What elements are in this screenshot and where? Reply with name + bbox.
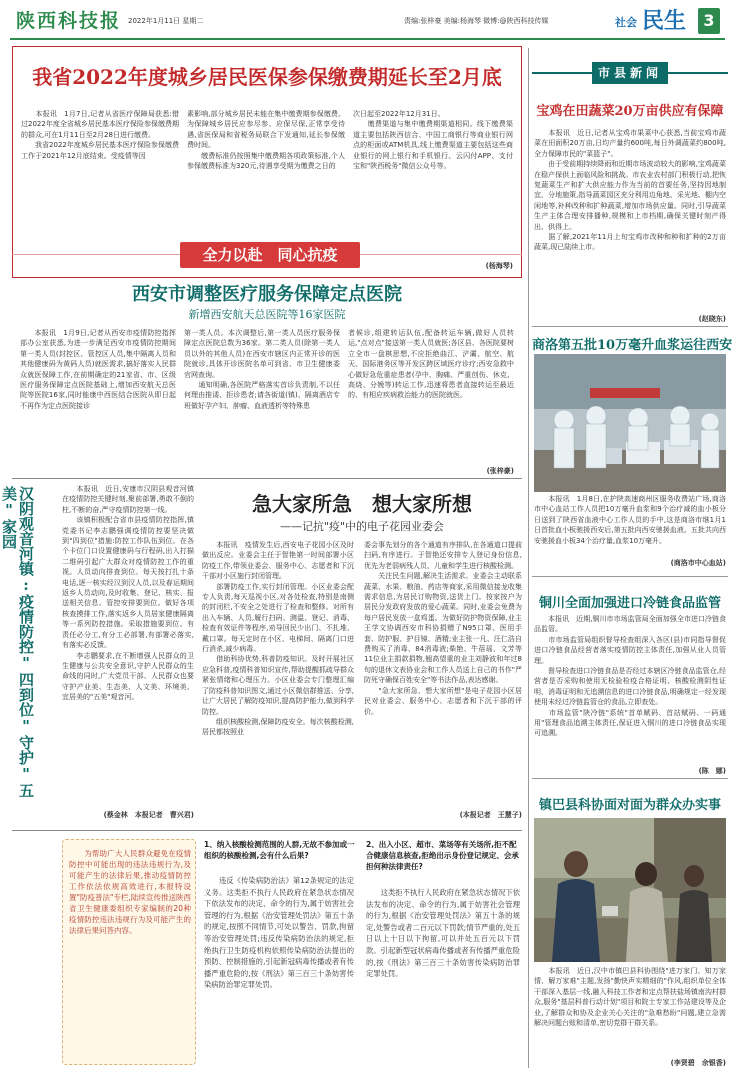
page-number: 3	[698, 8, 720, 34]
sb4-headline: 镇巴县科协面对面为群众办实事	[538, 798, 721, 813]
sidebar-tag: 市县新闻	[592, 62, 668, 84]
article-electronic-garden	[202, 482, 522, 824]
hy-headline: 汉阴观音河镇:疫情防控"四到位"守护"五美"家园	[0, 486, 35, 798]
sidebar	[532, 48, 733, 1070]
xa-byline: (张梓豪)	[486, 467, 514, 475]
sb2-headline: 商洛第五批10万毫升血浆运往西安	[532, 338, 733, 353]
sb4-caption: 本报讯 近日,汉中市镇巴县科协围绕"进万家门、知万家情、解万家难"主题,发扬"勤快声实精细的"作风,组织单位全体干部深入基层一线,融入科技工作者和定点帮扶盐场镇南沟村群众,服务"基层科普行动计划"项目和院士专家工作站建设等及企业,了解群众和协及企业关心关注的"急难愁盼"问题,建立急需解决问题台账和清单,密切党群干群关系。	[534, 967, 726, 1028]
sb2-caption: 本报讯 1月8日,在护陕高速商州区服务收费站广场,商洛市中心血站工作人员把10万毫升血浆和9个治疗减的血小板分日送到了陕西省血液中心工作人员的手中,这是商洛市继1月1日首批血小板驰援西安后,第五批向西安驰援血液。五批共向西安驰援血小板34个治疗量,血浆10万毫升。	[534, 495, 726, 545]
sb3-body: 本报讯 近期,铜川市市场监管局全面加强全市进口冷链食品监管。 市市场监管局组织督导检查组深入各区(县)市同指导督促进口冷链食品经营者落实疫情防控主体责任,加强从业人员管理。 督导检查进口冷链食品是否经过本辖区冷链食品监管仓,经营者是否采购和使用无检验检疫合格证明、核酸检测阴性证明、消毒证明和无追溯信息的进口冷链食品,明确规定一经发现使用未经过冷链监管仓的食品,立即查处。 市场监管"陕冷链"系统"首单赋码、首站赋码、一码通用"管理食品追溯主体责任,保证进入铜川的进口冷链食品实现可追溯。	[534, 615, 726, 738]
zhenba-photo	[534, 818, 726, 962]
xa-col2: 第一类人员。本次调整后,第一类人员医疗服务保障定点医院总数为36家。第二类人员(除第一类人员以外的其他人员)在西安市辖区内正常开诊的医院就诊,具体开诊医院名单可到省、市卫生健康委官网查询。 通知明确,各医院严格落实首诊负责制,不以任何理由推诿、拒诊患者;请各街道(镇)、隔离酒店专班做好孕产妇、肿瘤、血液透析等特殊患	[184, 329, 340, 410]
sb3-headline: 铜川全面加强进口冷链食品监管	[538, 596, 721, 611]
sb3-byline: (陈 娜)	[698, 767, 726, 775]
masthead-date: 2022年1月11日 星期二	[128, 17, 204, 25]
campaign-banner	[12, 242, 522, 268]
lead-col2: 素影响,部分城乡居民未能在集中缴费期参保缴费。为保障城乡居民应参尽参、应保尽保,正常享受待遇,省医保局和省税务局联合下发通知,延长参保缴费时间。 缴费标准仍按照集中缴费期各项政策标准,个人参保缴费标准为320元,待遇享受期为缴费之日的	[187, 110, 345, 171]
jd-headline: 急大家所急 想大家所想	[252, 492, 472, 516]
lead-headline: 我省2022年度城乡居民医保参保缴费期延长至2月底	[32, 65, 502, 89]
masthead	[0, 0, 735, 46]
banner-text: 全力以赴 同心抗疫	[180, 242, 360, 268]
divider-1	[12, 478, 522, 479]
jd-byline: (本报记者 王慧子)	[459, 811, 522, 819]
qa-badge-text: 防疫普法	[28, 887, 44, 1023]
law-qa-section	[12, 830, 522, 1068]
masthead-editors: 责编:张梓豪 美编:杨海琴 微博:@陕西科技传媒	[404, 17, 549, 25]
article-hanyin	[0, 482, 194, 824]
jd-col2: 委会事先划分的各个通道有序排队,在各通道口提前扫码,有序进行。于智艳还安排专人登记身份信息,优先为老弱病残人员、儿童和学生进行核酸检测。 关注民生问题,解决生活需求。业委会主动联系蔬菜、水果、粮油、药店等商家,采用微信接龙收集需求信息,为居民订购物资,送货上门。按家按户为居民分发政府发放的爱心蔬菜。同时,业委会免费为每户居民发放一盒鸡蛋。为做好防护物资保障,业主王学文协调西安市科协捐赠了N95口罩、医用手套、防护服、护目镜、酒精;业主张一凡、汪仁浩自费购买了消毒、84消毒液;柴艳、牛蓓瑶、文芳等11位业主捐款捐物,翘高望重的业主刘静波和年过8旬的退休文表协业会和工作人员送上自己的书作"严防死守确保百姓安全"等书法作品,表达感谢。 "急大家所急、想大家所想"是电子花园小区居民对业委会、服务中心、志愿者和下沉干部的评价。	[364, 541, 522, 716]
sb1-headline: 宝鸡在田蔬菜20万亩供应有保障	[536, 104, 724, 119]
xa-col3: 者候诊,组建转运队伍,配备转运车辆,做好人员转运,"点对点"接送第一类人员就医;各区县、各医院要树立全市一盘棋思想,不应拒绝曲江、浐灞、航空、航天、国际港务区等开发区跨区域医疗诊疗;西安急救中心做好急危重症患者(孕中、胸痛、严重创伤、休克、高烧、分娩等)转运工作,迅速将患者直接转运至最近的、有相应疾病救治能力的医院就医。	[348, 329, 514, 400]
sb4-byline: (李贤碧 余银香)	[670, 1059, 726, 1067]
xa-headline: 西安市调整医疗服务保障定点医院	[132, 284, 402, 305]
xa-col1: 本报讯 1月9日,记者从西安市疫情防控指挥部办公室获悉,为进一步满足西安市疫情防控期间第一类人员(封控区、管控区人员,集中隔离人员和其他健康码为黄码人员)就医需求,搞好落实人民群众就医保障工作,在前期确定的21家省、市、区级医疗服务保障定点医院基础上,增加西安航天总医院等医院16家,同时能康中西医结合医院从即日起不再作为定点医院接诊	[20, 329, 176, 410]
sidebar-tag-bar	[532, 62, 728, 84]
plasma-photo	[534, 354, 726, 492]
sidebar-rule	[528, 48, 529, 1068]
jd-col1: 本报讯 疫情发生后,西安电子花园小区及时做出反应。业委会主任于智艳第一时间部署小区防疫工作,带领业委会、服务中心、志愿者和下沉干部对小区施行封闭管理。 部署防疫工作,实行封闭管理。小区业委会配专人负责,每天巡视小区,对各处检查,特别是南侧的封闭栏,不安全之处进行了检查和整修。对所有出入车辆、人员,履行扫码、测温、登记、消毒、检查有效证件等程序,劝导回民少出门、不扎堆、戴口罩。每天定时在小区、电梯间、隔离门口进行消杀,减少病毒。 借助科协优势,科普防疫知识。及时开展社区应急科普,疫情科普知识宣传,帮助提醒抓疏导群众紧张情绪和心理压力。小区业委会专门整理汇编了防疫科普知识图文,通过小区微信群推送、分享,让广大居民了解防疫知识,提高防护能力,做到科学防控。 组织核酸检测,保障防疫安全。每次核酸检测,居民都按照业	[202, 541, 354, 737]
section-big: 民生	[642, 8, 687, 34]
article-xian-hospitals	[12, 270, 522, 478]
jd-subhead: ——记抗"疫"中的电子花园业委会	[279, 520, 445, 533]
qa-a1: 违反《传染病防治法》第12条规定的法定义务。这类拒不执行人民政府在紧急状态情况下依法发布的决定、命令的行为,属于妨害社会管理的行为,根据《治安管理处罚法》第五十条的规定,按照不同情节,可处以警告、罚款,拘留等治安管理处罚;违反传染病防治法的规定,拒绝执行卫生防疫机构依照传染病防治法提出的预防、控制措施的,引起新冠病毒传播或者有传播严重危险的,按《刑法》第三百三十条妨害传染病防治罪定罪处罚。	[204, 876, 354, 990]
xa-subhead: 新增西安航天总医院等16家医院	[188, 308, 346, 321]
qa-badge-panel	[12, 837, 52, 1067]
lead-byline: (杨海琴)	[485, 262, 513, 270]
lead-col3: 次日起至2022年12月31日。 缴费渠道与集中缴费期渠道相同。线下缴费渠道主要包括陕西信合、中国工商银行等商业银行网点的柜面或ATM机具,线上缴费渠道主要包括这些商业银行的网上银行和手机银行、云闪付APP、支付宝和"陕西税务"微信公众号等。	[353, 110, 513, 171]
qa-intro: 为帮助广大人民群众避免在疫情防控中可能出现的违法违规行为,及可能产生的法律后果,推动疫情防控工作依法依规高效进行,本报特设置"防疫普法"专栏,陆续宣传推送陕西省卫生健康委组织专家编制的20种疫情防控违法违规行为及可能产生的法律后果问答内容。	[69, 849, 191, 935]
sb1-body: 本报讯 近日,记者从宝鸡市果菜中心获悉,当前宝鸡市蔬菜在田面积20万亩,日均产量约600吨,每日外调蔬菜约800吨,全力保障市民的"菜篮子"。 由于受前期持续降雨和近期市场波动较大的影响,宝鸡蔬菜在稳产保供上面临风险和挑战。市农业农村部门积极行动,把恢复蔬菜生产和扩大供应能力作为当前的首要任务,坚持因地制宜、分地施策,指导蔬菜园区充分利用边角地、采光地、棚内空闲地等,补种改种和扩种蔬菜,增加市场供应量。同时,引导蔬菜生产主体合理安排播种,规模和上市档期,确保关键时刻产得出、供得上。 据了解,2021年11月上旬宝鸡市改种和种和扩种的2万亩蔬菜,现已陆续上市。	[534, 129, 726, 252]
hy-byline: (蔡金林 本报记者 曹兴君)	[103, 811, 194, 819]
sb1-byline: (赵晓东)	[698, 315, 726, 323]
section-small: 社会	[615, 16, 637, 29]
hy-body: 本报讯 近日,安康市汉阴县观音河镇在疫情防控关键时刻,聚前部署,勇敢不倒的柱,不断的奋,严守疫情防控第一线。 该镇积极配合省市县疫情防控指挥,镇党委书记李志鹏强调疫情防控要坚决做到"四到位"措施:防控工作队伍到位。在各个卡位门口设置健康码与行程码,出入打描二维码引起广大群众对疫情防控工作的重视。人员动向排查到位。每天按打扎十条电话,逐一核实经汉到汉人员,以及春运期间返乡人员动向,及时收集、登记、核实、报送相关信息。管控安排要到位。做好各项核查摸排工作,落实返乡人员居家健康隔离等一系列防控措施。采取措施要到位。有责任必分工,有分工必部署,有部署必落实,有落实必反馈。 李志鹏要求,在不断增强人民群众的卫生健康与公共安全意识,守护人民群众的生命线的同时,广大党员干部、人民群众也要守护产业美、生态美、人文美、环境美、宜居美的"五美"观音河。	[62, 485, 194, 702]
lead-col1: 本报讯 1月7日,记者从省医疗保障局获悉:错过2022年度全省城乡居民基本医疗保险参保缴费期的群众,可在1月11日至2月28日进行缴费。 我省2022年度城乡居民基本医疗保险参保缴费工作于2021年12月底结束。受疫情等因	[21, 110, 179, 160]
qa-q2: 2、出入小区、超市、菜场等有关场所,拒不配合健康信息核查,拒绝出示身份登记规定、会承担何种法律责任?	[366, 840, 519, 871]
qa-a2: 这类拒不执行人民政府在紧急状态情况下依法发布的决定、命令的行为,属于妨害社会管理的行为,根据《治安管理处罚法》第五十条的规定,处警告或者二百元以下罚款;情节严重的,处五日以上十日以下拘留,可以并处五百元以下罚款。引起新型冠状病毒传播或者有传播严重危险的,按《刑法》第三百三十条妨害传染病防治罪定罪处罚。	[366, 888, 520, 979]
qa-intro-box	[62, 839, 196, 1065]
qa-q1: 1、纳入核酸检测范围的人群,无故不参加或一组织的核酸检测,会有什么后果?	[204, 840, 355, 860]
sb2-byline: (商洛市中心血站)	[670, 559, 726, 567]
masthead-logo: 陕西科技报	[16, 10, 122, 32]
masthead-rule	[10, 38, 725, 40]
